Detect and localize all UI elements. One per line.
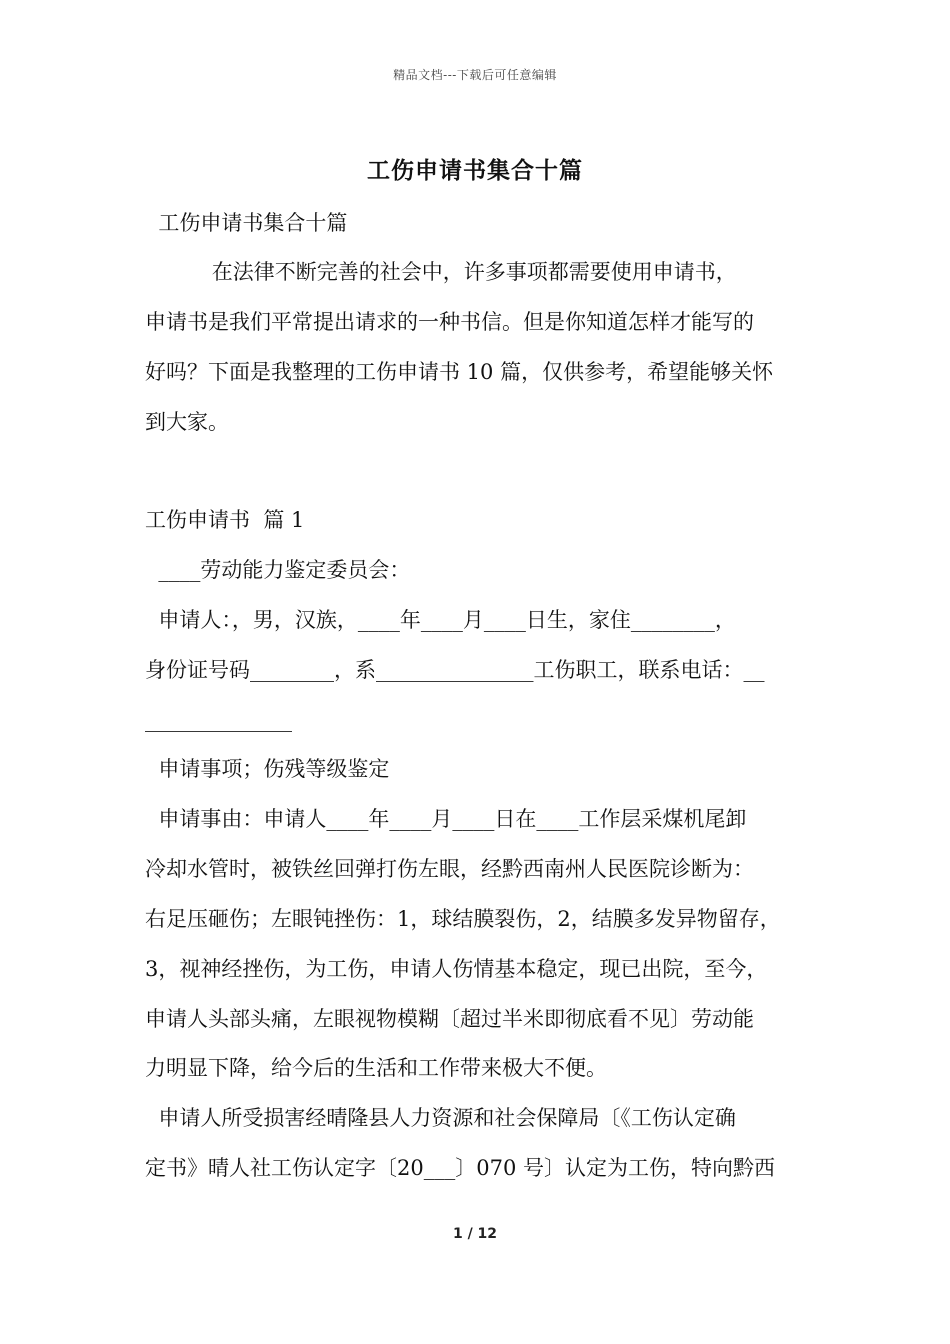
paragraph-line: ______________ [145,708,292,732]
paragraph-line: 申请事项；伤残等级鉴定 [145,757,390,781]
paragraph-line: 力明显下降，给今后的生活和工作带来极大不便。 [145,1056,607,1080]
paragraph-line: 申请事由：申请人____年____月____日在____工作层采煤机尾卸 [145,807,747,831]
page-number: 1 / 12 [452,1226,498,1242]
paragraph-line: 身份证号码________，系_______________工伤职工，联系电话：__ [145,658,765,682]
paragraph-line: 右足压砸伤；左眼钝挫伤：1，球结膜裂伤，2，结膜多发异物留存， [145,907,781,931]
addressee-line: ____劳动能力鉴定委员会： [145,558,411,582]
paragraph-line: 定书》晴人社工伤认定字〔20___〕070 号〕认定为工伤，特向黔西 [145,1156,775,1180]
paragraph-line: 在法律不断完善的社会中，许多事项都需要使用申请书， [145,260,737,284]
paragraph-line: 3，视神经挫伤，为工伤，申请人伤情基本稳定，现已出院，至今， [145,957,768,981]
paragraph-line: 申请人：，男，汉族，____年____月____日生，家住________， [145,608,736,632]
paragraph-line: 好吗？下面是我整理的工伤申请书 10 篇，仅供参考，希望能够关怀 [145,360,774,384]
paragraph-line: 冷却水管时，被铁丝回弹打伤左眼，经黔西南州人民医院诊断为： [145,857,754,881]
paragraph-line: 申请人头部头痛，左眼视物模糊〔超过半米即彻底看不见〕劳动能 [145,1007,754,1031]
subtitle-line: 工伤申请书集合十篇 [145,211,348,235]
document-title: 工伤申请书集合十篇 [367,157,583,184]
paragraph-line: 申请人所受损害经晴隆县人力资源和社会保障局〔《工伤认定确 [145,1106,736,1130]
section-heading: 工伤申请书 篇 1 [145,508,305,532]
paragraph-line: 到大家。 [145,410,229,434]
paragraph-line: 申请书是我们平常提出请求的一种书信。但是你知道怎样才能写的 [145,310,754,334]
page-header: 精品文档---下载后可任意编辑 [393,68,557,82]
